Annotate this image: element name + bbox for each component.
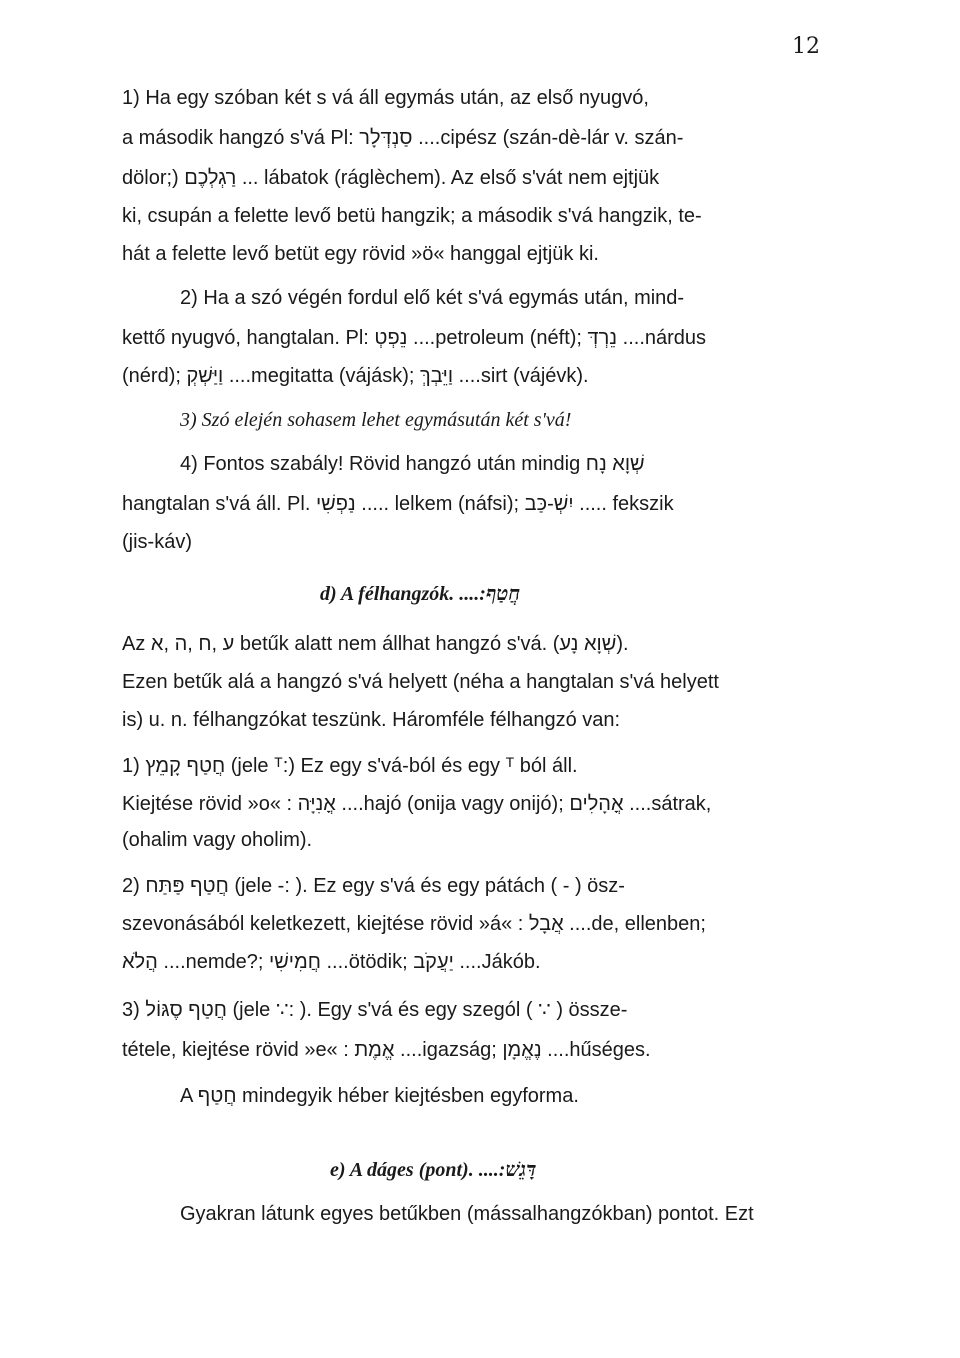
text-line: Kiejtése rövid »o« : אֳנִיָּה ....hajó (onija vagy onijó); אֳהָלִים ....sátrak, bbox=[122, 793, 712, 815]
section-heading: d) A félhangzók. ....:חֲטַף bbox=[320, 583, 521, 605]
text-line: Ezen betűk alá a hangzó s'vá helyett (néha a hangtalan s'vá helyett bbox=[122, 671, 719, 693]
text-line: 2) חֲטַף פַּתַּח (jele -: ). Ez egy s'vá és egy pátách ( - ) ösz- bbox=[122, 875, 625, 897]
text-line: hát a felette levő betüt egy rövid »ö« hanggal ejtjük ki. bbox=[122, 243, 599, 265]
text-line: ki, csupán a felette levő betü hangzik; a második s'vá hangzik, te- bbox=[122, 205, 702, 227]
section-heading: e) A dáges (pont). ....:דָּגֵשׁ bbox=[330, 1159, 537, 1181]
text-line: a második hangzó s'vá Pl: סַנְדְּלָר ....cipész (szán-dè-lár v. szán- bbox=[122, 127, 684, 149]
text-line: 2) Ha a szó végén fordul elő két s'vá egymás után, mind- bbox=[180, 287, 685, 309]
text-line: kettő nyugvó, hangtalan. Pl: נֵפְטְ ....petroleum (néft); נֵרְדְּ ....nárdus bbox=[122, 327, 707, 349]
text-line: 3) חֲטַף סֶגּוֹל (jele ∵: ). Egy s'vá és egy szegól ( ∵ ) össze- bbox=[122, 999, 628, 1021]
text-line: tétele, kiejtése rövid »e« : אֱמֶת ....igazság; נֶאֱמָן ....hűséges. bbox=[122, 1039, 651, 1061]
text-line: dölor;) רַגְלְכֶם ... lábatok (ráglèchem). Az első s'vát nem ejtjük bbox=[122, 167, 660, 189]
text-line: Az ע ,ח ,ה ,א betűk alatt nem állhat hangzó s'vá. (שְׁוָא נָע). bbox=[122, 633, 629, 655]
text-line: (ohalim vagy oholim). bbox=[122, 829, 313, 851]
text-line: 4) Fontos szabály! Rövid hangzó után mindig שְׁוָא נָח bbox=[180, 453, 645, 475]
text-line: A חֲטַף mindegyik héber kiejtésben egyforma. bbox=[180, 1085, 579, 1107]
text-line: is) u. n. félhangzókat teszünk. Háromféle félhangzó van: bbox=[122, 709, 621, 731]
text-line: Gyakran látunk egyes betűkben (mássalhangzókban) pontot. Ezt bbox=[180, 1203, 754, 1225]
text-line: 1) Ha egy szóban két s vá áll egymás után, az első nyugvó, bbox=[122, 87, 649, 109]
page-number: 12 bbox=[792, 34, 820, 59]
text-line: hangtalan s'vá áll. Pl. נַפְשִׁי ..... lelkem (náfsi); יִשְׁ-כַּב ..... fekszik bbox=[122, 493, 674, 515]
text-line: הֲלֹא ....nemde?; חֲמִישִׁי ....ötödik; יַעֲקֹב ....Jákób. bbox=[122, 951, 541, 973]
text-line: 1) חֲטַף קָמֵץ (jele ᵀ:) Ez egy s'vá-ból és egy ᵀ ból áll. bbox=[122, 755, 578, 777]
text-line: szevonásából keletkezett, kiejtése rövid »á« : אֲבָל ....de, ellenben; bbox=[122, 913, 706, 935]
text-line: 3) Szó elején sohasem lehet egymásután két s'vá! bbox=[180, 409, 572, 431]
text-line: (nérd); וַיַּשְׁקְ ....megitatta (vájásk); וַיֵּבְךְּ ....sirt (vájévk). bbox=[122, 365, 589, 387]
text-line: (jis-káv) bbox=[122, 531, 192, 553]
